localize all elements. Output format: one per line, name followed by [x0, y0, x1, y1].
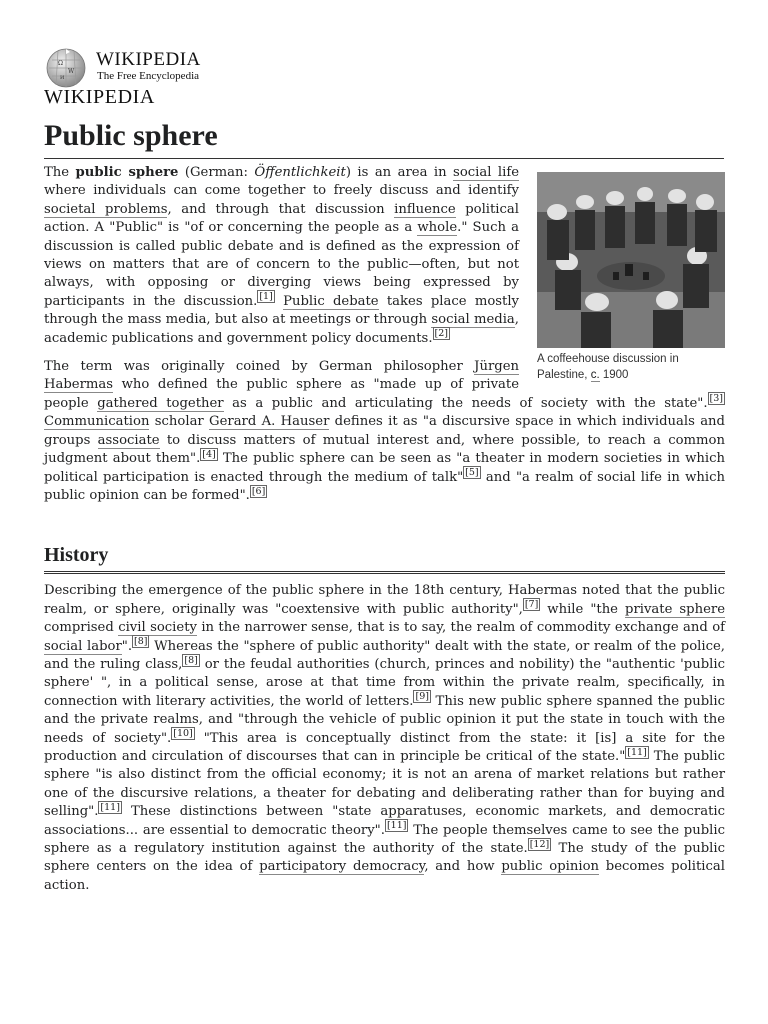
circa-link[interactable]: c. — [590, 369, 600, 381]
text-run: The term was originally coined by German philosopher — [44, 359, 475, 375]
svg-text:И: И — [60, 75, 65, 81]
wikipedia-globe-icon — [44, 46, 88, 88]
site-tagline: The Free Encyclopedia — [97, 70, 200, 82]
citation-ref[interactable]: [11] — [627, 746, 647, 758]
text-run: where individuals can come together to freely discuss and identify — [44, 183, 519, 199]
text-run — [275, 294, 283, 309]
text-run: in the narrower sense, that is to say, the realm of commodity exchange and of — [196, 620, 726, 636]
article-link[interactable]: public opinion — [501, 859, 600, 875]
text-run: ." Such a discussion is called public debate and is defined as the expression of views on matters that are of concern to the public—often, but not always, with opposing or diverging views being expressed by participants in the discussion. — [44, 220, 519, 309]
italic-term: Öffentlichkeit — [254, 165, 346, 180]
text-run: This new public sphere spanned the public and the private realms, and "through the vehicle of public opinion it put the state in touch with the needs of society". — [44, 693, 725, 746]
text-run: ". — [121, 638, 133, 654]
text-run: "This area is conceptually distinct from the state: it [is] a site for the production and circulation of discourses that can in principle be critical of the state." — [44, 730, 725, 764]
text-run: ) is an area in — [345, 165, 454, 180]
citation-ref[interactable]: [3] — [709, 393, 724, 405]
article-link[interactable]: gathered together — [97, 395, 224, 411]
text-run: becomes political action. — [44, 859, 725, 893]
article-link[interactable]: civil society — [118, 620, 197, 636]
article-figure — [537, 172, 725, 383]
article-link[interactable]: influence — [394, 201, 456, 217]
text-run: defines it as "a discursive space in which individuals and groups — [44, 414, 725, 448]
citation-ref[interactable]: [12] — [529, 838, 550, 850]
text-run: , academic publications and government policy documents. — [44, 312, 519, 346]
text-run: political action. A "Public" is "of or concerning the people as a — [44, 201, 519, 236]
section-heading-history: History — [44, 543, 725, 574]
figure-caption — [537, 351, 725, 383]
history-paragraph-1 — [44, 582, 725, 895]
citation-ref[interactable]: [6] — [251, 485, 266, 497]
text-run: Describing the emergence of the public sphere in the 18th century, Habermas noted that the public realm, or sphere, originally was "coextensive with public authority", — [44, 583, 725, 617]
text-run: The people themselves came to see the public sphere as a regulatory institution against the authority of the state. — [44, 822, 725, 856]
text-run: , and through that discussion — [167, 201, 395, 217]
article-link[interactable]: Public debate — [283, 293, 379, 309]
citation-ref[interactable]: [9] — [415, 691, 429, 703]
text-run: takes place mostly through the mass media, but also at meetings or through — [44, 293, 519, 328]
article-link[interactable]: Communication — [44, 414, 150, 430]
text-run: , and how — [424, 859, 502, 875]
citation-ref[interactable]: [2] — [434, 328, 448, 340]
caption-year: 1900 — [599, 369, 629, 381]
text-run: as a public and articulating the needs of society with the state". — [223, 395, 708, 411]
svg-text:W: W — [68, 68, 75, 75]
text-run: scholar — [149, 414, 210, 430]
text-run: The public sphere "is also distinct from the official economy; it is not an arena of market relations but rather one of the discursive relations, a theater for debating and deliberating rather than for buying and selling". — [44, 748, 725, 820]
article-link[interactable]: private sphere — [625, 601, 725, 617]
article-body — [44, 164, 725, 905]
article-link[interactable]: social media — [431, 312, 515, 328]
text-run: (German: — [178, 165, 255, 180]
article-link[interactable]: Gerard A. Hauser — [209, 414, 330, 430]
citation-ref[interactable]: [10] — [173, 728, 193, 740]
article-link[interactable]: whole — [417, 220, 458, 236]
text-run: who defined the public sphere as "made up of private people — [44, 377, 519, 411]
text-run: These distinctions between "state apparatuses, economic markets, and democratic associations... are essential to democratic theory". — [44, 804, 725, 838]
text-run: The — [44, 165, 76, 180]
page-title: Public sphere — [44, 118, 724, 159]
text-run: to discuss matters of mutual interest and, where possible, to reach a common judgment about them". — [44, 432, 725, 467]
text-run: while "the — [540, 601, 625, 617]
citation-ref[interactable]: [11] — [386, 820, 407, 832]
caption-text: A coffeehouse discussion in Palestine, — [537, 353, 679, 381]
article-link[interactable]: associate — [97, 432, 160, 448]
text-run: The public sphere can be seen as "a theater in modern societies in which political participation is enacted through the medium of talk" — [44, 451, 725, 485]
svg-text:Ω: Ω — [58, 60, 63, 67]
citation-ref[interactable]: [11] — [100, 801, 120, 813]
text-run: comprised — [44, 620, 119, 636]
bold-term: public sphere — [75, 165, 179, 180]
citation-ref[interactable]: [1] — [259, 291, 273, 303]
site-wordmark: WIKIPEDIA — [96, 49, 201, 70]
article-link[interactable]: societal problems — [44, 201, 168, 217]
citation-ref[interactable]: [8] — [184, 654, 198, 666]
text-run: and "a realm of social life in which public opinion can be formed". — [44, 469, 725, 503]
text-run: or the feudal authorities (church, princes and nobility) the "authentic 'public sphere' ", in a political sense, arose at that time from within the private realm, specifically, in connection with literary activities, the world of letters. — [44, 656, 725, 709]
article-link[interactable]: social labor — [44, 638, 122, 654]
text-run: Whereas the "sphere of public authority" dealt with the state, or realm of the police, and the ruling class, — [44, 638, 725, 672]
coffeehouse-photo[interactable] — [537, 172, 725, 348]
text-run: The study of the public sphere centers on the idea of — [44, 841, 725, 875]
article-link[interactable]: Jürgen Habermas — [44, 359, 519, 393]
citation-ref[interactable]: [5] — [465, 467, 479, 479]
article-link[interactable]: participatory democracy — [259, 859, 425, 875]
citation-ref[interactable]: [7] — [524, 599, 539, 611]
citation-ref[interactable]: [8] — [134, 636, 148, 648]
citation-ref[interactable]: [4] — [202, 448, 216, 460]
site-wordmark-secondary: WIKIPEDIA — [44, 86, 155, 108]
article-link[interactable]: social life — [453, 165, 519, 180]
wikipedia-logo[interactable] — [44, 46, 344, 88]
